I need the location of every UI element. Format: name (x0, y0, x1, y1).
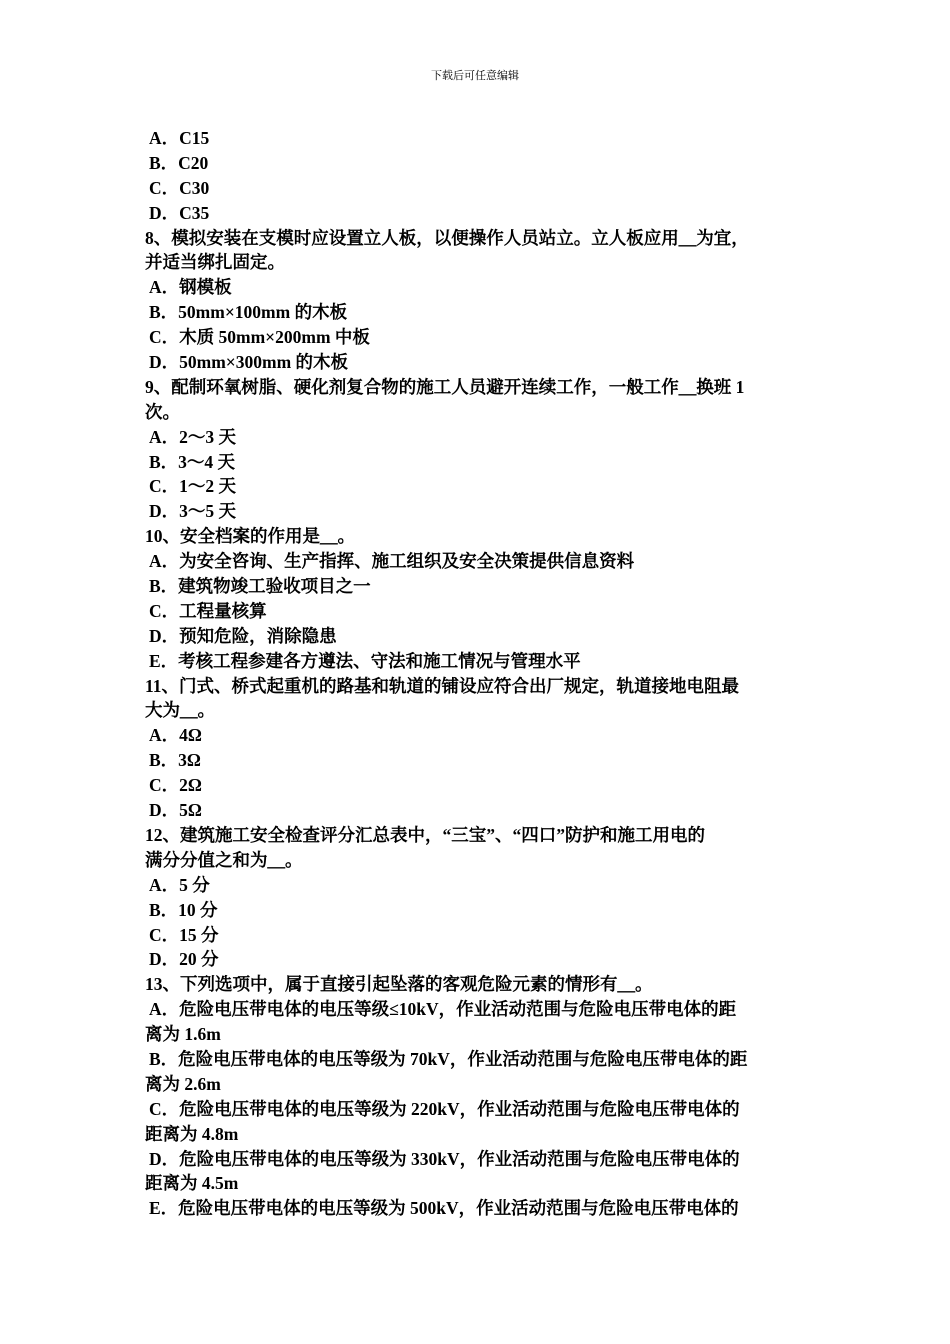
option-line: C．危险电压带电体的电压等级为 220kV，作业活动范围与危险电压带电体的 (149, 1098, 740, 1119)
option-line: D．C35 (149, 202, 210, 223)
option-line: C．工程量核算 (149, 600, 267, 621)
option-line: B．10 分 (149, 899, 218, 920)
option-line: B．50mm×100mm 的木板 (149, 302, 348, 323)
question-line: 10、安全档案的作用是＿。 (145, 526, 355, 547)
option-line: C．木质 50mm×200mm 中板 (149, 327, 370, 348)
option-line: A．2～3 天 (149, 426, 237, 447)
question-line: 9、配制环氧树脂、硬化剂复合物的施工人员避开连续工作，一般工作＿换班 1 (145, 376, 745, 397)
question-line: 距离为 4.8m (145, 1123, 239, 1144)
option-line: B．C20 (149, 152, 209, 173)
question-line: 距离为 4.5m (145, 1173, 239, 1194)
question-line: 并适当绑扎固定。 (145, 252, 285, 273)
option-line: A．危险电压带电体的电压等级≤10kV，作业活动范围与危险电压带电体的距 (149, 999, 737, 1020)
option-line: D．预知危险，消除隐患 (149, 625, 337, 646)
option-line: C．1～2 天 (149, 476, 237, 497)
question-line: 8、模拟安装在支模时应设置立人板，以便操作人员站立。立人板应用＿为宜， (145, 227, 749, 248)
option-line: B．危险电压带电体的电压等级为 70kV，作业活动范围与危险电压带电体的距 (149, 1048, 748, 1069)
option-line: D．50mm×300mm 的木板 (149, 352, 349, 373)
option-line: C．15 分 (149, 924, 219, 945)
page-header: 下载后可任意编辑 (431, 69, 519, 82)
option-line: B．建筑物竣工验收项目之一 (149, 576, 371, 597)
option-line: A．5 分 (149, 874, 210, 895)
option-line: B．3～4 天 (149, 451, 236, 472)
option-line: A．C15 (149, 128, 210, 148)
document-body (145, 126, 813, 1221)
option-line: C．2Ω (149, 775, 202, 796)
option-line: D．5Ω (149, 800, 202, 821)
question-line: 离为 2.6m (145, 1073, 221, 1094)
option-line: C．C30 (149, 177, 210, 198)
question-line: 大为＿。 (145, 700, 215, 721)
option-line: D．3～5 天 (149, 501, 237, 522)
question-line: 11、门式、桥式起重机的路基和轨道的铺设应符合出厂规定，轨道接地电阻最 (145, 675, 740, 696)
question-line: 满分分值之和为＿。 (145, 849, 303, 870)
option-line: E．危险电压带电体的电压等级为 500kV，作业活动范围与危险电压带电体的 (149, 1198, 739, 1219)
question-line: 13、下列选项中，属于直接引起坠落的客观危险元素的情形有＿。 (145, 974, 653, 995)
option-line: D．危险电压带电体的电压等级为 330kV，作业活动范围与危险电压带电体的 (149, 1148, 740, 1169)
question-line: 次。 (145, 401, 180, 422)
option-line: E．考核工程参建各方遵法、守法和施工情况与管理水平 (149, 650, 581, 671)
option-line: A．4Ω (149, 725, 202, 746)
option-line: A．为安全咨询、生产指挥、施工组织及安全决策提供信息资料 (149, 551, 635, 572)
question-line: 12、建筑施工安全检查评分汇总表中，“三宝”、“四口”防护和施工用电的 (145, 824, 705, 845)
option-line: D．20 分 (149, 949, 219, 970)
option-line: A．钢模板 (149, 277, 232, 298)
question-line: 离为 1.6m (145, 1024, 221, 1045)
option-line: B．3Ω (149, 750, 201, 771)
